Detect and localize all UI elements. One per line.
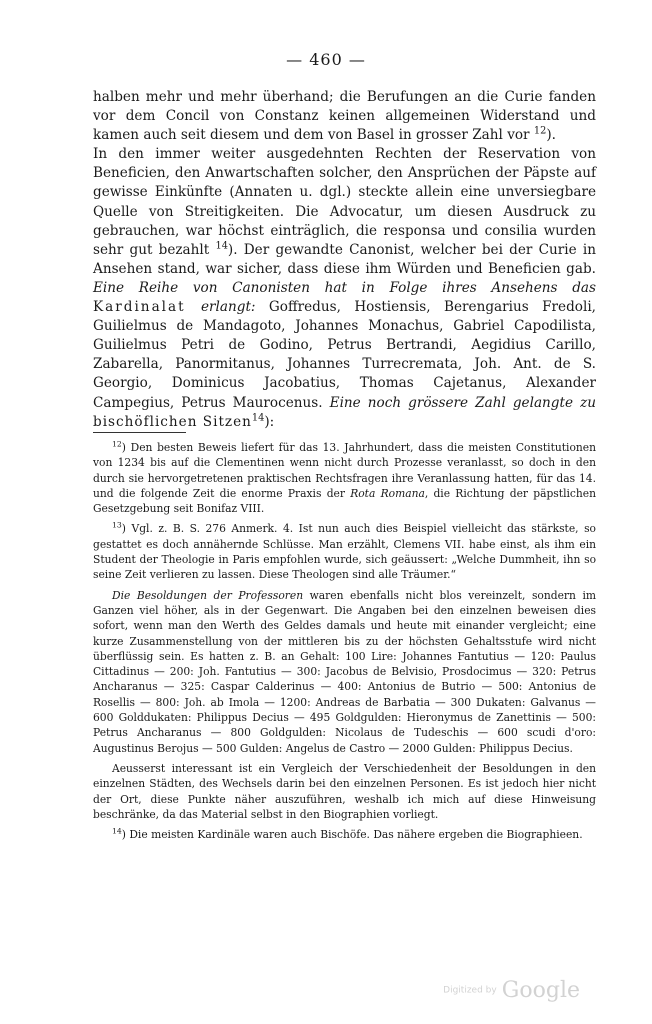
text-span: halben mehr und mehr überhand; die Berufungen an die Curie fanden vor dem Concil von Constanz keinen allgemeinen Widerstand und kamen auch seit diesem und dem von Basel in grosser Zahl vor (93, 89, 596, 144)
footnote-text: ) Die meisten Kardinäle waren auch Bischöfe. Das nähere ergeben die Biographieen. (121, 828, 583, 842)
footnote-text: ) Den besten Beweis liefert für das 13. Jahrhundert, dass die meisten Constitutionen von 1234 bis auf die Clementinen wenn nicht durch Prozesse veranlasst, so doch in den durch sie hervorgetretenen praktischen Rechtsfragen ihre Veranlassung hatten, für das 14. und die folgende Zeit die enorme Praxis der (93, 441, 596, 500)
footnote-number: 13 (112, 520, 122, 530)
footnote-12 (93, 440, 596, 516)
text-span: In den immer weiter ausgedehnten Rechten der Reservation von Beneficien, den Anwartschaften solcher, den Ansprüchen der Päpste auf gewisse Einkünfte (Annaten u. dgl.) steckte allein eine unversiegbare Quelle von Streitigkeiten. Die Advocatur, um diesen Ausdruck zu gebrauchen, war höchst einträglich, die responsa und consilia wurden sehr gut bezahlt (93, 146, 596, 258)
footnote-divider (93, 432, 186, 433)
footnote-ref: 12 (533, 125, 547, 137)
watermark-text: Digitized by (443, 985, 497, 996)
footnote-13-continued: Aeusserst interessant ist ein Vergleich der Verschiedenheit der Besoldungen in den einzelnen Städten, des Wechsels darin bei den einzelnen Personen. Es ist jedoch hier nicht der Ort, diese Punkte näher auszuführen, weshalb ich mich auf diese Hinweisung beschränke, da das Material selbst in den Biographien vorliegt. (93, 761, 596, 821)
italic-text: Die Besoldungen der Professoren (112, 588, 304, 602)
italic-text: erlangt: (201, 299, 256, 316)
text-span: ): (264, 413, 275, 430)
footnote-14 (93, 827, 596, 842)
main-text (93, 88, 596, 432)
footnote-ref: 14 (251, 412, 265, 424)
footnote-13 (93, 521, 596, 582)
digitized-watermark (443, 978, 580, 1003)
text-span: ). (546, 127, 556, 144)
spaced-text: Kardinalat (93, 299, 201, 316)
footnote-number: 12 (112, 439, 122, 449)
footnote-number: 14 (112, 826, 122, 836)
text-span: ). Der gewandte Canonist, welcher bei der Curie in Ansehen stand, war sicher, dass diese ihm Würden und Beneficien gab. (93, 241, 596, 277)
italic-text: Eine Reihe von Canonisten hat in Folge ihres Ansehens das (93, 279, 596, 296)
footnote-text: , die Richtung der päpstlichen Gesetzgebung seit Bonifaz VIII. (93, 486, 596, 516)
text-span: Goffredus, Hostiensis, Berengarius Fredoli, Guilielmus de Mandagoto, Johannes Monachus, Gabriel Capodilista, Guilielmus Petri de Godino, Petrus Bertrandi, Aegidius Carillo, Zabarella, Panormitanus, Johannes Turrecremata, Joh. Ant. de S. Georgio, Dominicus Jacobatius, Thomas Cajetanus, Alexander Campegius, Petrus Maurocenus. (93, 299, 596, 411)
paragraph (93, 88, 596, 145)
footnote-ref: 14 (215, 240, 228, 252)
google-logo: Google (501, 978, 580, 1003)
footnote-text: ) Vgl. z. B. S. 276 Anmerk. 4. Ist nun auch dies Beispiel vielleicht das stärkste, so gestattet es doch annähernde Schlüsse. Man erzählt, Clemens VII. habe einst, als ihm ein Student der Theologie in Paris empfohlen wurde, sich geäussert: „Welche Dummheit, ihn so seine Zeit verlieren zu lassen. Diese Theologen sind alle Träumer.“ (93, 522, 596, 582)
footnote-text: waren ebenfalls nicht blos vereinzelt, sondern im Ganzen viel höher, als in der Gegenwart. Die Angaben bei den einzelnen beweisen dies sofort, wenn man den Werth des Geldes damals und heute mit einander vergleicht; eine kurze Zusammenstellung von der mittleren bis zu der höchsten Gehaltsstufe wird nicht überflüssig sein. Es hatten z. B. an Gehalt: 100 Lire: Johannes Fantutius — 120: Paulus Cittadinus — 200: Joh. Fantutius — 300: Jacobus de Belvisio, Prosdocimus — 320: Petrus Ancharanus — 325: Caspar Calderinus — 400: Antonius de Butrio — 500: Antonius de Rosellis — 800: Joh. ab Imola — 1200: Andreas de Barbatia — 300 Dukaten: Galvanus — 600 Golddukaten: Philippus Decius — 495 Goldgulden: Hieronymus de Zanettinis — 500: Petrus Ancharanus — 800 Goldgulden: Nicolaus de Tudeschis — 600 scudi d'oro: Augustinus Berojus — 500 Gulden: Angelus de Castro — 2000 Gulden: Philippus Decius. (93, 588, 596, 755)
spaced-text: bischöflichen Sitzen (93, 413, 252, 430)
footnotes (93, 440, 596, 842)
footnote-13-continued (93, 588, 596, 756)
italic-text: Eine noch grössere Zahl gelangte zu (329, 394, 597, 411)
page-number: — 460 — (286, 50, 366, 69)
italic-text: Rota Romana (350, 486, 425, 500)
paragraph (93, 145, 596, 431)
